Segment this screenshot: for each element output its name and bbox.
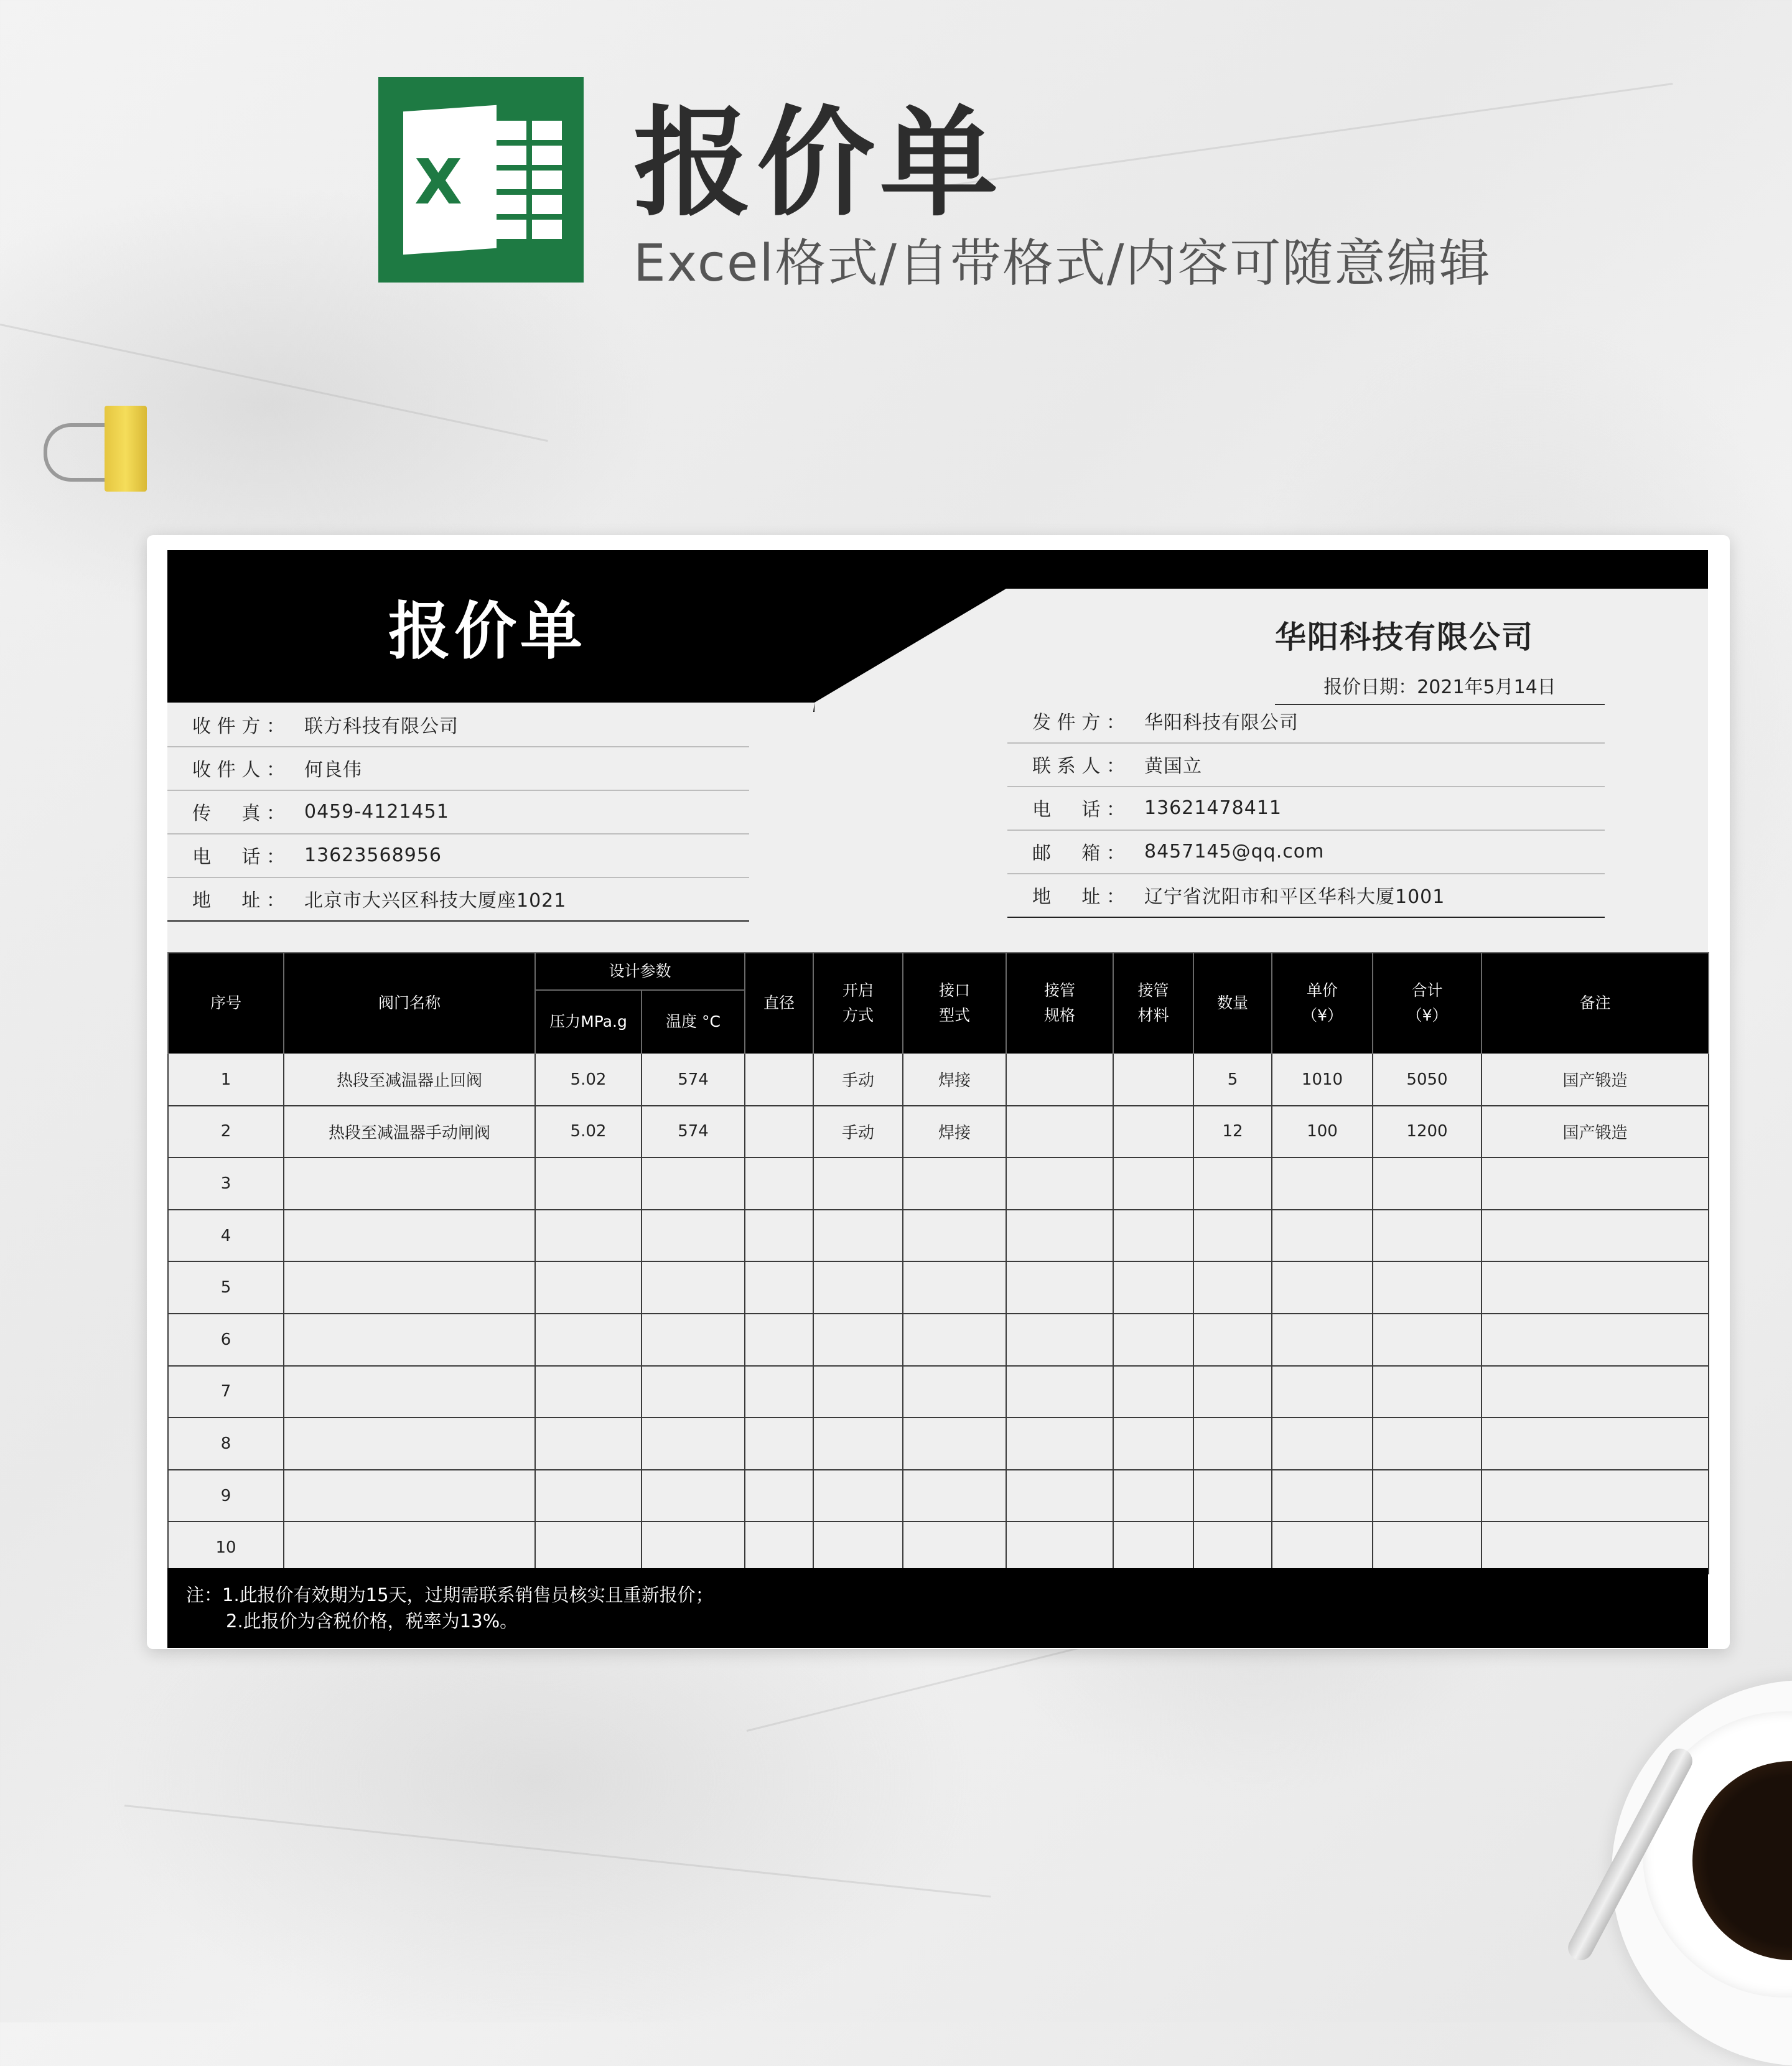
cell-qty[interactable]	[1193, 1470, 1272, 1522]
cell-no[interactable]: 3	[168, 1157, 284, 1210]
header-name: 阀门名称	[284, 953, 535, 1054]
table-row	[168, 1418, 1709, 1470]
cell-name[interactable]: 热段至减温器手动闸阀	[284, 1106, 535, 1158]
cell-temp[interactable]	[642, 1418, 745, 1470]
recipient-label: 电 话：	[192, 846, 286, 868]
cell-remark[interactable]	[1482, 1521, 1709, 1574]
cell-name[interactable]: 热段至减温器止回阀	[284, 1054, 535, 1106]
header-interface-type: 接口 型式	[903, 953, 1006, 1054]
sheet-paper	[167, 550, 1708, 1645]
cell-qty[interactable]: 12	[1193, 1106, 1272, 1158]
cell-iface[interactable]	[903, 1366, 1006, 1418]
header-diameter: 直径	[745, 953, 813, 1054]
recipient-value: 何良伟	[304, 759, 362, 781]
cell-total[interactable]	[1373, 1314, 1482, 1366]
sender-row	[1007, 873, 1605, 918]
sender-company-name: 华阳科技有限公司	[1275, 619, 1534, 655]
sender-row	[1007, 786, 1605, 831]
sender-row	[1007, 742, 1605, 787]
cell-open[interactable]	[813, 1470, 903, 1522]
cell-total[interactable]	[1373, 1470, 1482, 1522]
cell-iface[interactable]	[903, 1210, 1006, 1262]
cell-pressure[interactable]	[535, 1261, 642, 1314]
cell-pspec[interactable]	[1006, 1157, 1113, 1210]
cell-diameter[interactable]	[745, 1521, 813, 1574]
cell-pspec[interactable]	[1006, 1470, 1113, 1522]
sender-label: 电 话：	[1032, 799, 1126, 821]
cell-no[interactable]: 10	[168, 1521, 284, 1574]
cell-remark[interactable]: 国产锻造	[1482, 1106, 1709, 1158]
cell-name[interactable]	[284, 1470, 535, 1522]
cell-pspec[interactable]	[1006, 1521, 1113, 1574]
recipient-row	[167, 790, 749, 834]
table-row	[168, 1054, 1709, 1106]
logo-letter: X	[414, 146, 463, 218]
recipient-value: 联方科技有限公司	[304, 716, 459, 737]
cell-remark[interactable]	[1482, 1366, 1709, 1418]
sheet-title: 报价单	[388, 595, 586, 668]
cell-temp[interactable]	[642, 1366, 745, 1418]
cell-price[interactable]	[1272, 1210, 1373, 1262]
table-row	[168, 1157, 1709, 1210]
cell-remark[interactable]	[1482, 1210, 1709, 1262]
cell-total[interactable]	[1373, 1418, 1482, 1470]
cell-pmat[interactable]	[1113, 1210, 1193, 1262]
cell-remark[interactable]	[1482, 1418, 1709, 1470]
header-pipe-spec: 接管 规格	[1006, 953, 1113, 1054]
sender-value: 13621478411	[1144, 797, 1282, 819]
cell-pressure[interactable]: 5.02	[535, 1054, 642, 1106]
cell-pmat[interactable]	[1113, 1157, 1193, 1210]
cell-diameter[interactable]	[745, 1054, 813, 1106]
cell-no[interactable]: 9	[168, 1470, 284, 1522]
header-design-params: 设计参数	[535, 953, 745, 990]
cell-temp[interactable]	[642, 1314, 745, 1366]
cell-qty[interactable]	[1193, 1157, 1272, 1210]
cell-qty[interactable]	[1193, 1418, 1272, 1470]
cell-total[interactable]	[1373, 1366, 1482, 1418]
cell-price[interactable]: 100	[1272, 1106, 1373, 1158]
cell-no[interactable]: 7	[168, 1366, 284, 1418]
cell-no[interactable]: 8	[168, 1418, 284, 1470]
cell-price[interactable]	[1272, 1521, 1373, 1574]
cell-pressure[interactable]: 5.02	[535, 1106, 642, 1158]
header-temperature: 温度 °C	[642, 990, 745, 1054]
cell-temp[interactable]	[642, 1521, 745, 1574]
logo-grid	[497, 121, 562, 239]
sender-label: 发件方：	[1032, 712, 1126, 734]
cell-pmat[interactable]	[1113, 1470, 1193, 1522]
cell-name[interactable]	[284, 1418, 535, 1470]
cell-pressure[interactable]	[535, 1314, 642, 1366]
cell-name[interactable]	[284, 1521, 535, 1574]
recipient-value: 0459-4121451	[304, 800, 449, 823]
recipient-label: 传 真：	[192, 803, 286, 825]
cell-total[interactable]	[1373, 1157, 1482, 1210]
cell-no[interactable]: 2	[168, 1106, 284, 1158]
cell-price[interactable]	[1272, 1314, 1373, 1366]
cell-no[interactable]: 4	[168, 1210, 284, 1262]
cell-price[interactable]	[1272, 1261, 1373, 1314]
cell-total[interactable]: 1200	[1373, 1106, 1482, 1158]
banner-subtitle: Excel格式/自带格式/内容可随意编辑	[633, 234, 1491, 293]
header-pressure: 压力MPa.g	[535, 990, 642, 1054]
sender-value: 黄国立	[1144, 755, 1202, 777]
cell-diameter[interactable]	[745, 1261, 813, 1314]
cell-price[interactable]	[1272, 1157, 1373, 1210]
cell-open[interactable]	[813, 1314, 903, 1366]
cell-pressure[interactable]	[535, 1157, 642, 1210]
cell-open[interactable]: 手动	[813, 1054, 903, 1106]
sender-label: 联系人：	[1032, 755, 1126, 777]
note-line-2: 2.此报价为含税价格，税率为13%。	[226, 1610, 518, 1632]
cell-iface[interactable]	[903, 1470, 1006, 1522]
cell-no[interactable]: 5	[168, 1261, 284, 1314]
sender-value: 8457145@qq.com	[1144, 840, 1325, 862]
cell-open[interactable]	[813, 1418, 903, 1470]
cell-pspec[interactable]	[1006, 1418, 1113, 1470]
cell-pspec[interactable]	[1006, 1210, 1113, 1262]
banner-title: 报价单	[633, 95, 1004, 232]
cell-open[interactable]: 手动	[813, 1106, 903, 1158]
cell-iface[interactable]	[903, 1521, 1006, 1574]
recipient-label: 地 址：	[192, 890, 286, 912]
cell-pspec[interactable]	[1006, 1054, 1113, 1106]
note-line-1: 注：1.此报价有效期为15天，过期需联系销售员核实且重新报价；	[186, 1584, 714, 1606]
notes	[167, 1568, 1708, 1648]
quote-date-label: 报价日期：	[1323, 676, 1417, 698]
cell-price[interactable]	[1272, 1418, 1373, 1470]
cell-diameter[interactable]	[745, 1314, 813, 1366]
cell-diameter[interactable]	[745, 1418, 813, 1470]
cell-temp[interactable]	[642, 1210, 745, 1262]
cell-open[interactable]	[813, 1521, 903, 1574]
cell-temp[interactable]	[642, 1470, 745, 1522]
cell-total[interactable]: 5050	[1373, 1054, 1482, 1106]
table-row	[168, 1261, 1709, 1314]
recipient-row	[167, 703, 749, 747]
recipient-value: 北京市大兴区科技大厦座1021	[304, 890, 567, 912]
cell-iface[interactable]	[903, 1157, 1006, 1210]
sender-label: 邮 箱：	[1032, 843, 1126, 864]
cell-temp[interactable]	[642, 1157, 745, 1210]
cell-no[interactable]: 6	[168, 1314, 284, 1366]
cell-qty[interactable]	[1193, 1261, 1272, 1314]
cell-qty[interactable]	[1193, 1210, 1272, 1262]
recipient-row	[167, 746, 749, 791]
cell-open[interactable]	[813, 1261, 903, 1314]
header-unit-price: 单价 （¥）	[1272, 953, 1373, 1054]
cell-diameter[interactable]	[745, 1366, 813, 1418]
cell-price[interactable]	[1272, 1366, 1373, 1418]
table-row	[168, 1314, 1709, 1366]
recipient-label: 收件人：	[192, 759, 286, 781]
cell-temp[interactable]: 574	[642, 1054, 745, 1106]
cell-diameter[interactable]	[745, 1106, 813, 1158]
cell-qty[interactable]	[1193, 1521, 1272, 1574]
table-row	[168, 1366, 1709, 1418]
cell-total[interactable]	[1373, 1521, 1482, 1574]
cell-no[interactable]: 1	[168, 1054, 284, 1106]
header-total: 合计 （¥）	[1373, 953, 1482, 1054]
cell-diameter[interactable]	[745, 1210, 813, 1262]
cell-pmat[interactable]	[1113, 1418, 1193, 1470]
cell-name[interactable]	[284, 1157, 535, 1210]
table-row	[168, 1210, 1709, 1262]
cell-pmat[interactable]	[1113, 1054, 1193, 1106]
cell-iface[interactable]	[903, 1418, 1006, 1470]
marble-vein	[933, 83, 1673, 189]
binder-clip-icon	[105, 406, 147, 492]
sender-row	[1007, 830, 1605, 874]
sender-value: 辽宁省沈阳市和平区华科大厦1001	[1144, 886, 1445, 908]
excel-logo-icon	[378, 77, 584, 283]
cell-pspec[interactable]	[1006, 1366, 1113, 1418]
cell-iface[interactable]	[903, 1314, 1006, 1366]
cell-pmat[interactable]	[1113, 1106, 1193, 1158]
cell-open[interactable]	[813, 1157, 903, 1210]
recipient-value: 13623568956	[304, 844, 442, 866]
cell-temp[interactable]: 574	[642, 1106, 745, 1158]
sender-value: 华阳科技有限公司	[1144, 712, 1299, 734]
sender-label: 地 址：	[1032, 886, 1126, 908]
cell-open[interactable]	[813, 1366, 903, 1418]
recipient-label: 收件方：	[192, 716, 286, 737]
cell-price[interactable]: 1010	[1272, 1054, 1373, 1106]
table-row	[168, 1106, 1709, 1158]
sender-row	[1007, 699, 1605, 744]
cell-total[interactable]	[1373, 1210, 1482, 1262]
cell-pressure[interactable]	[535, 1521, 642, 1574]
marble-vein	[124, 1805, 991, 1897]
header-remark: 备注	[1482, 953, 1709, 1054]
cell-pressure[interactable]	[535, 1210, 642, 1262]
header-quantity: 数量	[1193, 953, 1272, 1054]
cell-diameter[interactable]	[745, 1470, 813, 1522]
cell-name[interactable]	[284, 1261, 535, 1314]
cell-remark[interactable]	[1482, 1261, 1709, 1314]
cell-total[interactable]	[1373, 1261, 1482, 1314]
cell-remark[interactable]: 国产锻造	[1482, 1054, 1709, 1106]
cell-qty[interactable]	[1193, 1314, 1272, 1366]
cell-name[interactable]	[284, 1366, 535, 1418]
cell-pressure[interactable]	[535, 1470, 642, 1522]
cell-pmat[interactable]	[1113, 1314, 1193, 1366]
cell-iface[interactable]: 焊接	[903, 1054, 1006, 1106]
cell-qty[interactable]: 5	[1193, 1054, 1272, 1106]
table-row	[168, 1521, 1709, 1574]
cell-pspec[interactable]	[1006, 1106, 1113, 1158]
cell-pmat[interactable]	[1113, 1366, 1193, 1418]
cell-diameter[interactable]	[745, 1157, 813, 1210]
cell-pressure[interactable]	[535, 1418, 642, 1470]
cell-pspec[interactable]	[1006, 1261, 1113, 1314]
cell-iface[interactable]	[903, 1261, 1006, 1314]
quote-sheet	[147, 535, 1730, 1649]
cell-pmat[interactable]	[1113, 1521, 1193, 1574]
cell-name[interactable]	[284, 1210, 535, 1262]
recipient-row	[167, 877, 749, 922]
cell-remark[interactable]	[1482, 1470, 1709, 1522]
cell-open[interactable]	[813, 1210, 903, 1262]
header-no: 序号	[168, 953, 284, 1054]
quote-table	[167, 952, 1709, 1574]
cell-pspec[interactable]	[1006, 1314, 1113, 1366]
header-open-mode: 开启 方式	[813, 953, 903, 1054]
cell-pmat[interactable]	[1113, 1261, 1193, 1314]
cell-name[interactable]	[284, 1314, 535, 1366]
cell-remark[interactable]	[1482, 1314, 1709, 1366]
quote-date-value: 2021年5月14日	[1417, 676, 1556, 698]
cell-temp[interactable]	[642, 1261, 745, 1314]
recipient-row	[167, 833, 749, 878]
header-pipe-material: 接管 材料	[1113, 953, 1193, 1054]
cell-price[interactable]	[1272, 1470, 1373, 1522]
cell-remark[interactable]	[1482, 1157, 1709, 1210]
cell-qty[interactable]	[1193, 1366, 1272, 1418]
cell-iface[interactable]: 焊接	[903, 1106, 1006, 1158]
cell-pressure[interactable]	[535, 1366, 642, 1418]
table-row	[168, 1470, 1709, 1522]
